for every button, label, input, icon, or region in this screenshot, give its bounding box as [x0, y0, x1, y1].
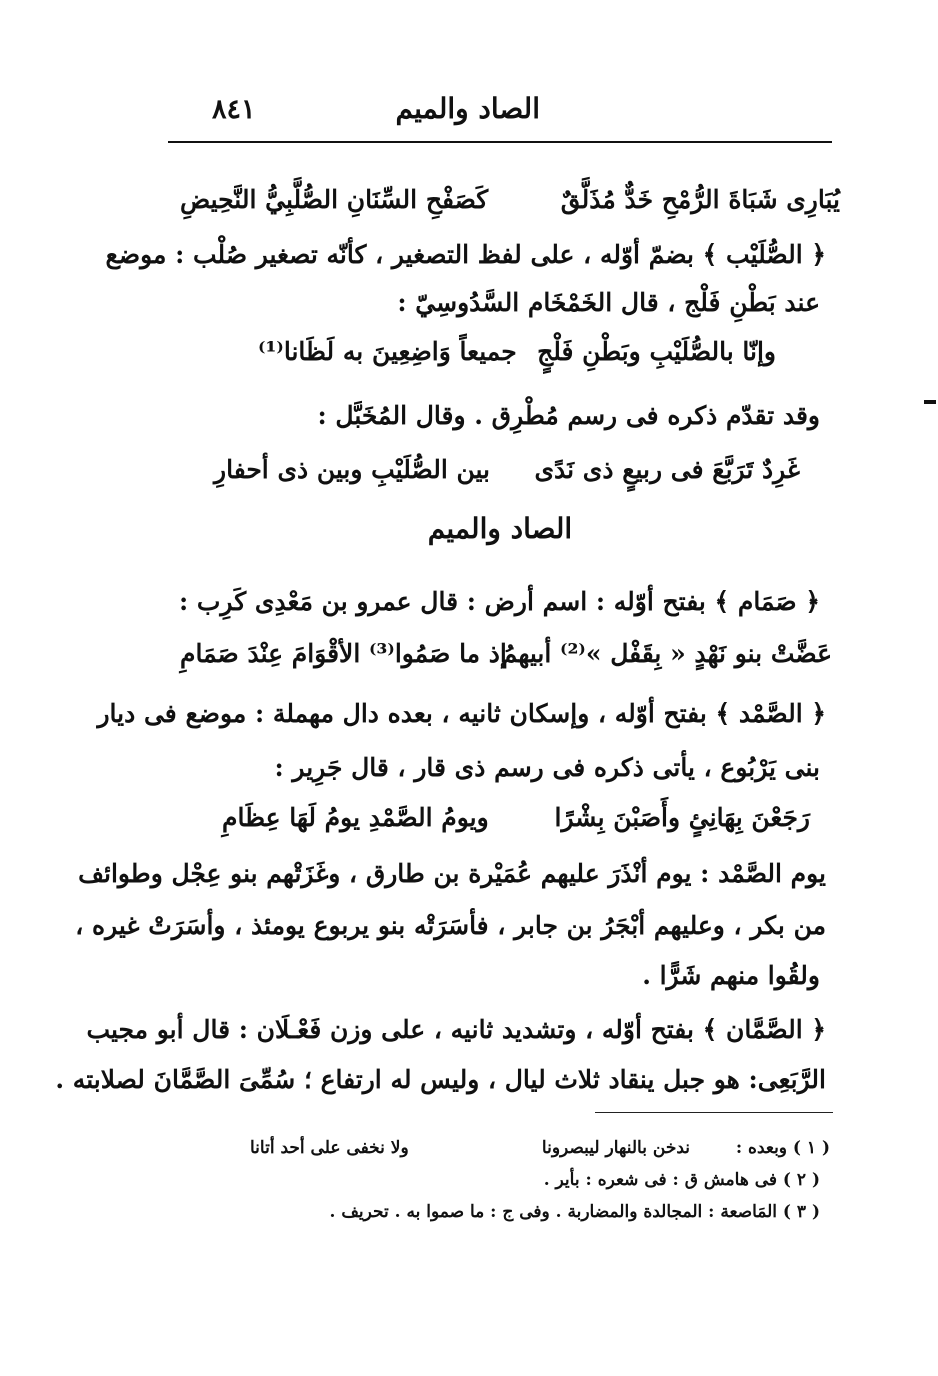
entry-sulayb-line-1: ﴿ الصُّلَيْب ﴾ بضمّ أوّله ، على لفظ التصغير ، كأنّه تصغير صُلْب : موضع: [105, 240, 826, 269]
footnote-1-second-hemistich: ولا نخفى على أحد أتانا: [250, 1138, 409, 1158]
entry-sulayb-line-3: وقد تقدّم ذكره فى رسم مُطْرِق . وقال المُخَبَّل :: [317, 401, 820, 430]
footnote-1-first-hemistich: ندخن بالنهار ليبصرونا: [541, 1138, 690, 1158]
entry-samman-line-2: الرَّبَعِى: هو جبل ينقاد ثلاث ليال ، وليس له ارتفاع ؛ سُمِّىَ الصَّمَّانَ لصلابته .: [55, 1065, 826, 1094]
verse-4-first-hemistich: عَضَّتْ بنو نَهْدٍ « بِقَفْل »⁽²⁾ أبيهمُ: [501, 639, 832, 668]
verse-1-second-hemistich: كَصَفْحِ السِّنَانِ الصُّلَّبِيُّ النَّحِيضِ: [180, 185, 489, 214]
verse-2-first-hemistich: وإنّا بالصُّلَيْبِ وبَطْنِ فَلْجٍ: [537, 337, 776, 366]
verse-5-second-hemistich: ويومُ الصَّمْدِ يومُ لَهَا عِظَامِ: [222, 803, 489, 832]
verse-5-first-hemistich: رَجَعْنَ بِهَانِئٍ وأَصَبْنَ بِشْرًا: [554, 803, 810, 832]
verse-3-first-hemistich: غَرِدٌ تَرَبَّعَ فى ربيعٍ ذى نَدًى: [534, 455, 800, 484]
entry-samd-line-4: من بكر ، وعليهم أبْجَرُ بن جابر ، فأسَرَتْه بنو يربوع يومئذ ، وأسَرَتْ غيره ،: [75, 911, 826, 940]
entry-samam-line-1: ﴿ صَمَام ﴾ بفتح أوّله : اسم أرض : قال عمرو بن مَعْدِى كَرِب :: [178, 587, 820, 616]
entry-sulayb-line-2: عند بَطْنِ فَلْج ، قال الخَمْخَام السَّدُوسِيّ :: [397, 288, 820, 317]
margin-mark: [924, 400, 936, 404]
footnote-3: ( ٣ ) المَاصعة : المجالدة والمضاربة . وفى ج : ما صموا به . تحريف .: [329, 1202, 820, 1222]
verse-4-second-hemistich: إذ ما صَمُوا⁽³⁾ الأقْوَامَ عِنْدَ صَمَامِ: [180, 639, 507, 668]
running-title: الصاد والميم: [395, 92, 540, 125]
page-header: [170, 92, 830, 136]
verse-1-first-hemistich: يُبَارِى شَبَاةَ الرُّمْحِ خَدٌّ مُذَلَّقٌ: [560, 185, 840, 214]
footnote-rule: [595, 1112, 833, 1113]
verse-3-second-hemistich: بين الصُّلَيْبِ وبين ذى أحفارِ: [214, 455, 491, 484]
verse-2: [258, 332, 776, 372]
footnote-1: [250, 1134, 830, 1162]
verse-2-second-hemistich: جميعاً وَاضِعِينَ به لَظَانا⁽¹⁾: [258, 337, 517, 366]
verse-1: [180, 180, 840, 220]
verse-5: [222, 798, 810, 838]
footnote-2: ( ٢ ) فى هامش ق : فى شعره : بأير .: [543, 1170, 820, 1190]
entry-samd-line-5: ولقُوا منهم شَرًّا .: [642, 961, 820, 990]
page-number: ٨٤١: [212, 94, 256, 125]
verse-4: [180, 634, 832, 674]
header-rule: [168, 141, 832, 143]
entry-samman-line-1: ﴿ الصَّمَّان ﴾ بفتح أوّله ، وتشديد ثانيه ، على وزن فَعْـلَان : قال أبو مجيب: [86, 1015, 826, 1044]
entry-samd-line-3: يوم الصَّمْد : يوم أنْذَرَ عليهم عُمَيْرة بن طارق ، وغَزَتْهم بنو عِجْل وطوائف: [78, 859, 826, 888]
section-heading: الصاد والميم: [427, 512, 573, 545]
footnote-1-label: ( ١ ) وبعده :: [735, 1138, 830, 1158]
entry-samd-line-1: ﴿ الصَّمْد ﴾ بفتح أوّله ، وإسكان ثانيه ، بعده دال مهملة : موضع فى ديار: [97, 699, 826, 728]
verse-3: [214, 450, 800, 490]
entry-samd-line-2: بنى يَرْبُوع ، يأتى ذكره فى رسم ذى قار ، قال جَرِير :: [274, 753, 820, 782]
